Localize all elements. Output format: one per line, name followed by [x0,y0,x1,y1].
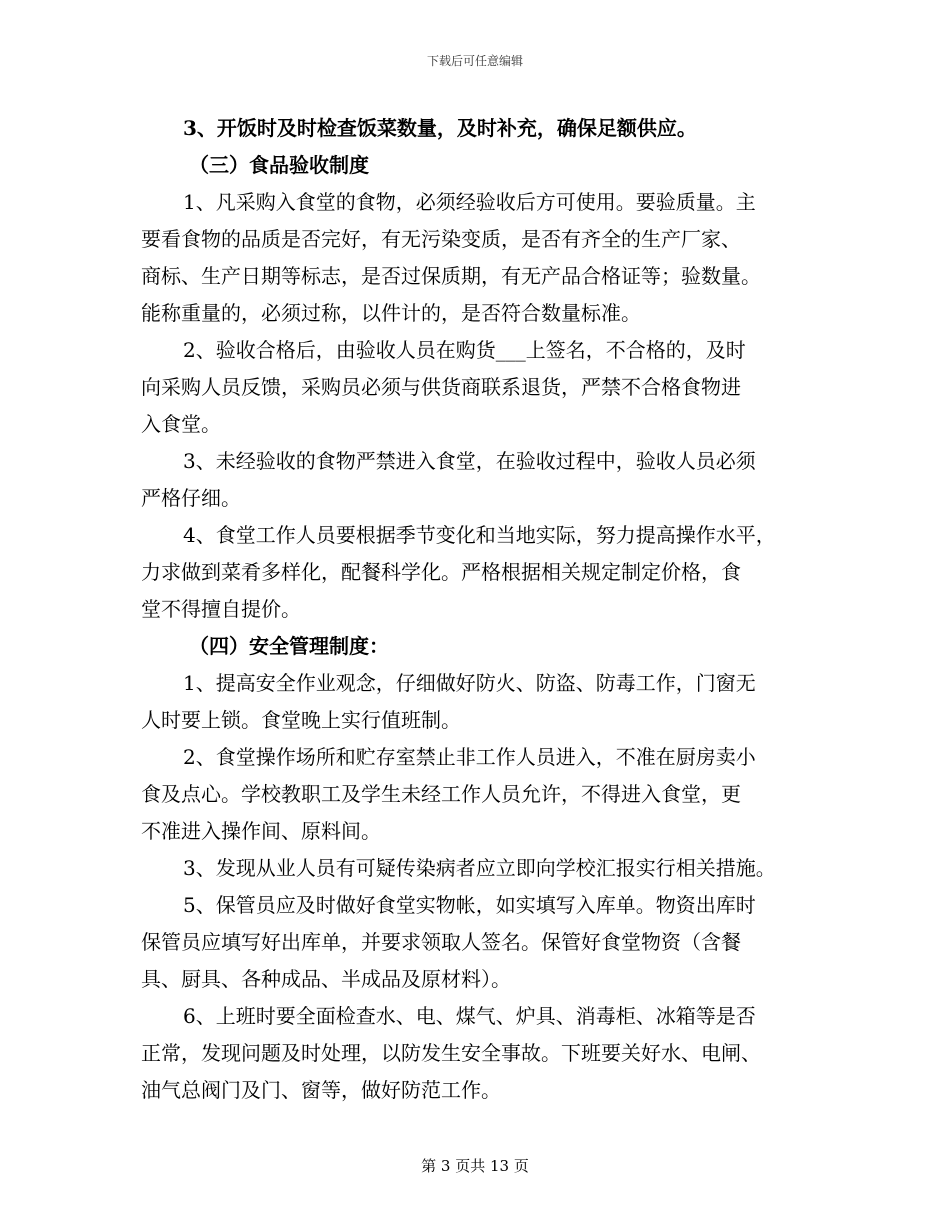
paragraph-line: 力求做到菜肴多样化，配餐科学化。严格根据相关规定制定价格，食 [141,560,741,584]
paragraph-line: 1、提高安全作业观念，仔细做好防火、防盗、防毒工作，门窗无 [183,671,756,695]
paragraph-line: 不准进入操作间、原料间。 [141,819,381,843]
paragraph-line: 具、厨具、各种成品、半成品及原材料）。 [141,967,511,991]
paragraph-line: 食及点心。学校教职工及学生未经工作人员允许，不得进入食堂，更 [141,782,741,806]
paragraph-line: 3、开饭时及时检查饭菜数量，及时补充，确保足额供应。 [183,116,697,140]
paragraph-line: 正常，发现问题及时处理，以防发生安全事故。下班要关好水、电闸、 [141,1041,761,1065]
section-heading: （三）食品验收制度 [189,153,369,177]
paragraph-line: 商标、生产日期等标志，是否过保质期，有无产品合格证等；验数量。 [141,264,761,288]
paragraph-line: 4、食堂工作人员要根据季节变化和当地实际，努力提高操作水平， [183,523,776,547]
paragraph-line: 保管员应填写好出库单，并要求领取人签名。保管好食堂物资（含餐 [141,930,741,954]
section-heading: （四）安全管理制度： [189,634,389,658]
page-number-footer: 第 3 页共 13 页 [421,1157,529,1175]
page-header-note: 下载后可任意编辑 [426,54,523,68]
paragraph-line: 严格仔细。 [141,486,241,510]
paragraph-line: 要看食物的品质是否完好，有无污染变质，是否有齐全的生产厂家、 [141,227,741,251]
paragraph-line: 能称重量的，必须过称，以件计的，是否符合数量标准。 [141,301,641,325]
paragraph-line: 6、上班时要全面检查水、电、煤气、炉具、消毒柜、冰箱等是否 [183,1004,756,1028]
paragraph-line: 1、凡采购入食堂的食物，必须经验收后方可使用。要验质量。主 [183,190,756,214]
document-body [141,110,811,1109]
paragraph-line: 堂不得擅自提价。 [141,597,301,621]
paragraph-line: 2、食堂操作场所和贮存室禁止非工作人员进入，不准在厨房卖小 [183,745,756,769]
paragraph-line: 油气总阀门及门、窗等，做好防范工作。 [141,1078,501,1102]
paragraph-line: 3、未经验收的食物严禁进入食堂，在验收过程中，验收人员必须 [183,449,756,473]
paragraph-line: 5、保管员应及时做好食堂实物帐，如实填写入库单。物资出库时 [183,893,756,917]
paragraph-line: 向采购人员反馈，采购员必须与供货商联系退货，严禁不合格食物进 [141,375,741,399]
paragraph-line: 入食堂。 [141,412,221,436]
paragraph-line: 2、验收合格后，由验收人员在购货___上签名，不合格的，及时 [183,338,746,362]
paragraph-line: 人时要上锁。食堂晚上实行值班制。 [141,708,461,732]
paragraph-line: 3、发现从业人员有可疑传染病者应立即向学校汇报实行相关措施。 [183,856,776,880]
